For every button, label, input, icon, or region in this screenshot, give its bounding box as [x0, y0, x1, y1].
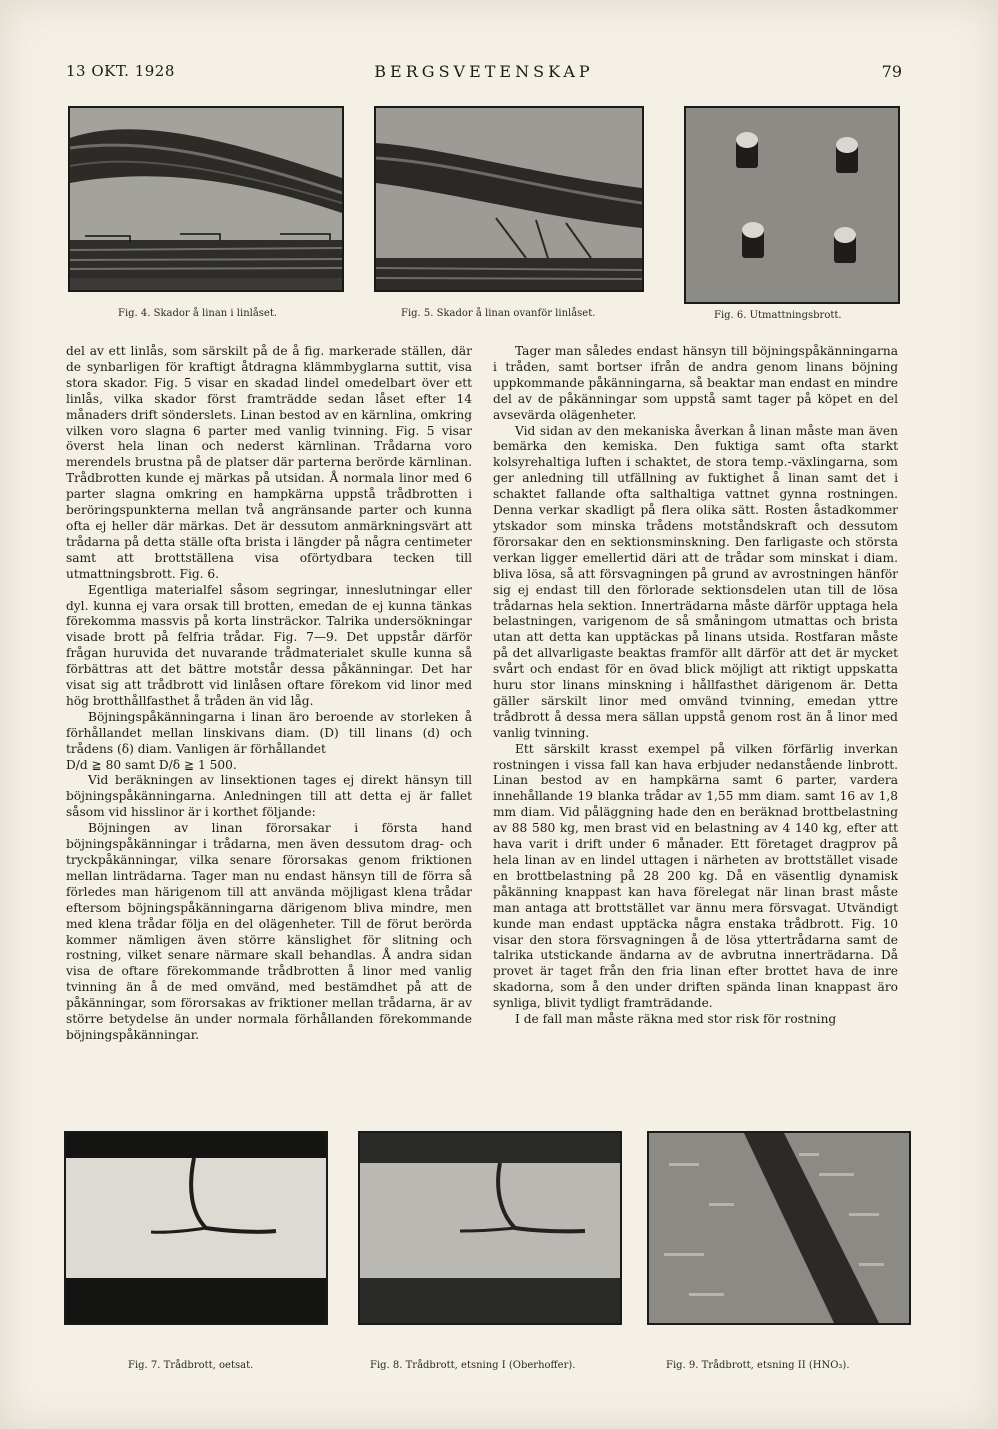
paragraph: Vid sidan av den mekaniska åverkan å linan måste man även bemärka den kemiska. Den fuktiga samt ofta starkt kolsyrehaltiga luften i schaktet, de stora temp.-växlingarna, som ger anledning till utfällning av fuktighet å linan samt det i schaktet fallande ofta salthaltiga vattnet gynna rostningen. Denna verkar skadligt på flera olika sätt. Rosten åstadkommer ytskador som minska trådens motståndskraft och dessutom förorsakar den en sektionsminskning. Den farligaste och största verkan ligger emellertid däri att de trådar som minskat i diam. bliva lösa, så att försvagningen på grund av avrostningen hänför sig ej endast till den förlorade sektionsdelen utan till de lösa trådarnas hela sektion. Innerträdarna måste därför upptaga hela belastningen, varigenom de så småningom utmattas och brista utan att detta kan upptäckas på linans utsida. Rostfaran måste på det allvarligaste beaktas framför allt därför att det är mycket svårt och endast för en övad blick möjligt att riktigt uppskatta huru stor linans minskning i hållfasthet därigenom är. Detta gäller särskilt linor med omvänd tvinning, emedan yttre trådbrott å dessa mera sällan uppstå genom rost än å linor med vanlig tvinning.: [493, 423, 898, 740]
paragraph: del av ett linlås, som särskilt på de å fig. markerade ställen, där de synbarligen för kraftigt åtdragna klämmbyglarna suttit, visa stora skador. Fig. 5 visar en skadad lindel omedelbart över ett linlås, vilka skador först framträdde sedan låset efter 14 månaders drift sönderslets. Linan bestod av en kärnlina, omkring vilken voro slagna 6 parter med vanlig tvinning. Fig. 5 visar överst hela linan och nederst kärnlinan. Trådarna voro merendels brustna på de platser där parterna berörde kärnlinan. Trådbrotten kunde ej märkas på utsidan. Å normala linor med 6 parter slagna omkring en hampkärna uppstå trådbrotten i beröringspunkterna mellan två angränsande parter och kunna ofta ej heller där märkas. Det är dessutom anmärkningsvärt att trådarna på detta ställe ofta brista i längder på några centimeter samt att brottställena visa oförtydbara tecken till utmattningsbrott. Fig. 6.: [66, 344, 472, 581]
paragraph: Böjningen av linan förorsakar i första hand böjningspåkänningar i trådarna, men även dessutom drag- och tryckpåkänningar, vilka senare förorsakas genom friktionen mellan linträdarna. Tager man nu endast hänsyn till de förra så förledes man härigenom till att använda möjligast klena trådar eftersom böjningspåkänningarna därigenom bliva mindre, men med klena trådar följa en del olägenheter. Till de förut berörda kommer nämligen även större känslighet för slitning och rostning, vilket senare närmare skall behandlas. Å andra sidan visa de oftare förekommande trådbrotten å linor med vanlig tvinning än å de med omvänd, med bestämdhet på att de påkänningar, som förorsakas av friktioner mellan trådarna, är av större betydelse än under normala förhållanden förekommande böjningspåkänningar.: [66, 821, 472, 1042]
paragraph: Ett särskilt krasst exempel på vilken förfärlig inverkan rostningen i vissa fall kan hava erbjuder nedanstående linbrott. Linan bestod av en hampkärna samt 6 parter, vardera innehållande 19 blanka trådar av 1,55 mm diam. samt 16 av 1,8 mm diam. Vid påläggning hade den en beräknad brottbelastning av 88 580 kg, men brast vid en belastning av 4 140 kg, efter att hava varit i drift under 6 månader. Ett företaget dragprov på hela linan av en lindel uttagen i närheten av brottstället visade en brottbelastning på 28 200 kg. Då en väsentlig dynamisk påkänning knappast kan hava förelegat när linan brast måste man antaga att brottstället var ännu mera försvagat. Utvändigt kunde man endast upptäcka några enstaka trådbrott. Fig. 10 visar den stora försvagningen å de lösa yttertrådarna samt de talrika utstickande ändarna av de avbrutna innerträdarna. Då provet är taget från den fria linan efter brottet hava de inre skadorna, som å den under driften spända linan knappast äro synliga, blivit tydligt framträdande.: [493, 741, 898, 1011]
fatigue-fracture-image: [686, 108, 898, 302]
rope-damage-image: [376, 108, 642, 290]
wire-fracture-image: [66, 1133, 326, 1323]
figure-6-photo: [684, 106, 900, 304]
journal-title: BERGSVETENSKAP: [374, 62, 594, 81]
left-column: [66, 344, 472, 1044]
right-column: [493, 344, 898, 1028]
paragraph: Egentliga materialfel såsom segringar, inneslutningar eller dyl. kunna ej vara orsak till brotten, emedan de ej kunna tänkas förekomma massvis på korta linsträckor. Talrika undersökningar visade brott på felfria trådar. Fig. 7—9. Det uppstår därför frågan huruvida det nuvarande trådmaterialet skulle kunna så förbättras att det bättre motstår dessa påkänningar. Det har visat sig att trådbrott vid linlåsen oftare förekom vid linor med hög brotthållfasthet å tråden än vid låg.: [66, 582, 472, 708]
figure-7-photo: [64, 1131, 328, 1325]
figure-7-caption: Fig. 7. Trådbrott, oetsat.: [128, 1360, 254, 1371]
paragraph: Tager man således endast hänsyn till böjningspåkänningarna i tråden, samt bortser ifrån de andra genom linans böjning uppkommande påkänningarna, så beaktar man endast en mindre del av de påkänningar som uppstå samt tager på köpet en del avsevärda olägenheter.: [493, 344, 898, 422]
paragraph: I de fall man måste räkna med stor risk för rostning: [515, 1012, 837, 1027]
wire-fracture-image: [649, 1133, 909, 1323]
page-header: [66, 62, 902, 86]
formula: D/d ≧ 80 samt D/δ ≧ 1 500.: [66, 757, 237, 772]
figure-8-photo: [358, 1131, 622, 1325]
figure-6-caption: Fig. 6. Utmattningsbrott.: [714, 310, 842, 321]
figure-4-photo: [68, 106, 344, 292]
paragraph: Böjningspåkänningarna i linan äro beroende av storleken å förhållandet mellan linskivans diam. (D) till linans (d) och trådens (δ) diam. Vanligen är förhållandet: [66, 709, 472, 756]
page-number: 79: [881, 62, 902, 81]
figure-9-photo: [647, 1131, 911, 1325]
figure-5-photo: [374, 106, 644, 292]
paragraph: Vid beräkningen av linsektionen tages ej direkt hänsyn till böjningspåkänningarna. Anledningen till att detta ej är fallet såsom vid hisslinor är i korthet följande:: [66, 773, 472, 820]
wire-fracture-image: [360, 1133, 620, 1323]
figure-8-caption: Fig. 8. Trådbrott, etsning I (Oberhoffer).: [370, 1360, 576, 1371]
header-date: 13 OKT. 1928: [66, 62, 175, 80]
figure-4-caption: Fig. 4. Skador å linan i linlåset.: [118, 308, 278, 319]
figure-9-caption: Fig. 9. Trådbrott, etsning II (HNO₃).: [666, 1360, 850, 1371]
rope-damage-image: [70, 108, 342, 290]
figure-5-caption: Fig. 5. Skador å linan ovanför linlåset.: [401, 308, 596, 319]
